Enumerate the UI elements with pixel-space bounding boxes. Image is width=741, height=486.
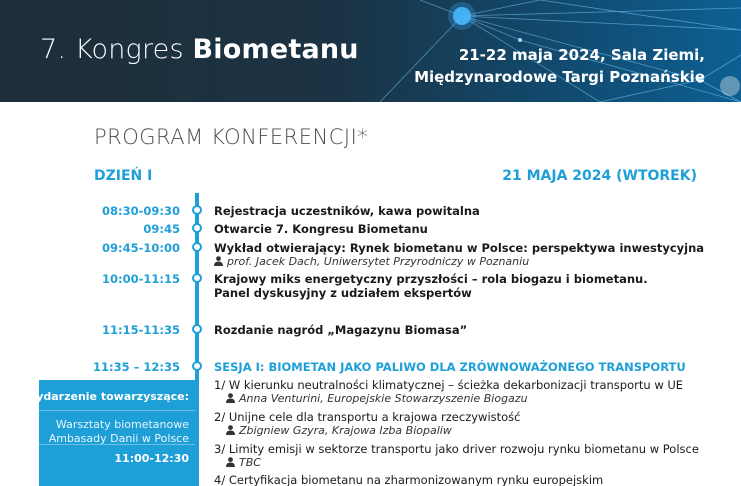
agenda-title: Otwarcie 7. Kongresu Biometanu — [214, 222, 428, 236]
program-title: PROGRAM KONFERENCJI* — [94, 125, 369, 149]
timeline-line — [195, 193, 199, 486]
person-icon — [214, 256, 223, 266]
agenda-title: Krajowy miks energetyczny przyszłości – rola biogazu i biometanu. — [214, 272, 648, 286]
agenda-title-cont: Panel dyskusyjny z udziałem ekspertów — [214, 286, 472, 300]
agenda-time: 08:30-09:30 — [102, 204, 180, 218]
day-date: 21 MAJA 2024 (WTOREK) — [502, 168, 697, 184]
side-event-line: Warsztaty biometanowe — [55, 418, 189, 431]
side-event-time: 11:00-12:30 — [114, 452, 189, 465]
talk-title: 4/ Certyfikacja biometanu na zharmonizowanym rynku europejskim — [214, 473, 604, 486]
talk-title: 2/ Unijne cele dla transportu a krajowa rzeczywistość — [214, 410, 521, 424]
person-icon — [226, 425, 235, 435]
talk-title: 1/ W kierunku neutralności klimatycznej – ścieżka dekarbonizacji transportu w UE — [214, 378, 684, 392]
side-event-box — [24, 380, 195, 486]
conference-title: 7. Kongres Biometanu — [40, 34, 359, 65]
session-title: SESJA I: BIOMETAN JAKO PALIWO DLA ZRÓWNOWAŻONEGO TRANSPORTU — [214, 360, 686, 374]
conference-date-venue — [414, 44, 705, 88]
person-icon — [226, 457, 235, 467]
agenda-time: 09:45-10:00 — [102, 241, 180, 255]
agenda-time: 11:15-11:35 — [102, 323, 180, 337]
day-label: DZIEŃ I — [94, 168, 153, 184]
agenda-title: Rozdanie nagród „Magazynu Biomasa” — [214, 323, 468, 337]
agenda-time: 09:45 — [143, 222, 180, 236]
side-event-heading: Wydarzenie towarzyszące: — [24, 390, 189, 403]
divider — [39, 410, 195, 411]
agenda-speaker: prof. Jacek Dach, Uniwersytet Przyrodniczy w Poznaniu — [214, 255, 529, 268]
timeline-dot — [192, 361, 202, 371]
talk-speaker: Anna Venturini, Europejskie Stowarzyszenie Biogazu — [226, 392, 528, 405]
divider — [39, 444, 195, 445]
timeline-dot — [192, 205, 202, 215]
agenda-title: Rejestracja uczestników, kawa powitalna — [214, 204, 480, 218]
timeline-dot — [192, 324, 202, 334]
talk-title: 3/ Limity emisji w sektorze transportu jako driver rozwoju rynku biometanu w Polsce — [214, 442, 699, 456]
session-time: 11:35 – 12:35 — [93, 360, 180, 374]
timeline-dot — [192, 223, 202, 233]
talk-speaker: TBC — [226, 456, 261, 469]
agenda-time: 10:00-11:15 — [102, 272, 180, 286]
talk-speaker: Zbigniew Gzyra, Krajowa Izba Biopaliw — [226, 424, 452, 437]
agenda-title: Wykład otwierający: Rynek biometanu w Polsce: perspektywa inwestycyjna — [214, 241, 705, 255]
venue: Międzynarodowe Targi Poznańskie — [414, 68, 705, 86]
side-event-line: Ambasady Danii w Polsce — [48, 432, 189, 445]
header-banner — [0, 0, 741, 102]
person-icon — [226, 393, 235, 403]
side-event-description — [49, 418, 189, 446]
timeline-dot — [192, 273, 202, 283]
timeline-dot — [192, 242, 202, 252]
date-place: 21-22 maja 2024, Sala Ziemi, — [458, 46, 705, 64]
